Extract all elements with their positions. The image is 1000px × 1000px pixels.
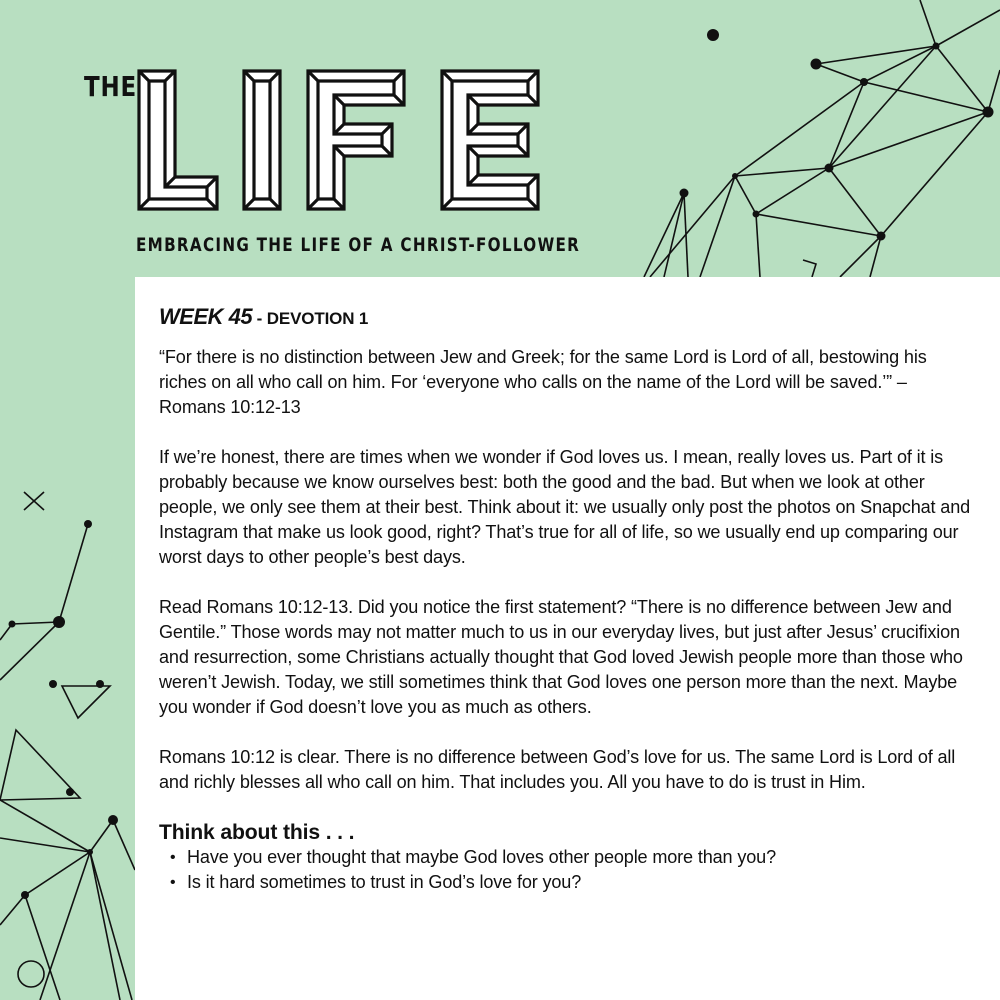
question-item: • Is it hard sometimes to trust in God’s love for you? xyxy=(170,870,974,895)
body-paragraph: Romans 10:12 is clear. There is no difference between God’s love for us. The same Lord is Lord of all and richly blesses all who call on him. That includes you. All you have to do is trust in Him. xyxy=(159,747,956,792)
scripture-quote: “For there is no distinction between Jew and Greek; for the same Lord is Lord of all, bestowing his riches on all who call on him. For ‘everyone who calls on the name of the Lord will be saved.’” – Romans 10:12-13 xyxy=(159,347,927,417)
devotion-card xyxy=(135,277,1000,1000)
devotion-content xyxy=(159,301,974,895)
body-paragraph: Read Romans 10:12-13. Did you notice the first statement? “There is no difference between Jew and Gentile.” Those words may not matter much to us in our everyday lives, but just after Jesus’ crucifixion and resurrection, some Christians actually thought that God loved Jewish people more than those who weren’t Jewish. Today, we still sometimes think that God loves one person more than the next. Maybe you wonder if God doesn’t love you as much as others. xyxy=(159,597,963,717)
week-label: WEEK 45 xyxy=(159,304,253,329)
reflection-questions xyxy=(159,845,974,895)
devotion-label: - DEVOTION 1 xyxy=(252,309,369,328)
body-paragraph: If we’re honest, there are times when we wonder if God loves us. I mean, really loves us. Part of it is probably because we know ourselves best: both the good and the bad. But when we look at other people, we only see them at their best. Think about it: we usually only post the photos on Snapchat and Instagram that make us look good, right? That’s true for all of life, so we usually end up comparing our worst days to other people’s best days. xyxy=(159,447,971,567)
week-header xyxy=(159,301,974,333)
logo-the-word: THE xyxy=(84,70,138,103)
think-heading: Think about this . . . xyxy=(159,821,355,844)
question-item: • Have you ever thought that maybe God loves other people more than you? xyxy=(170,845,974,870)
life-logo xyxy=(136,68,542,213)
tagline: EMBRACING THE LIFE OF A CHRIST-FOLLOWER xyxy=(136,234,581,256)
